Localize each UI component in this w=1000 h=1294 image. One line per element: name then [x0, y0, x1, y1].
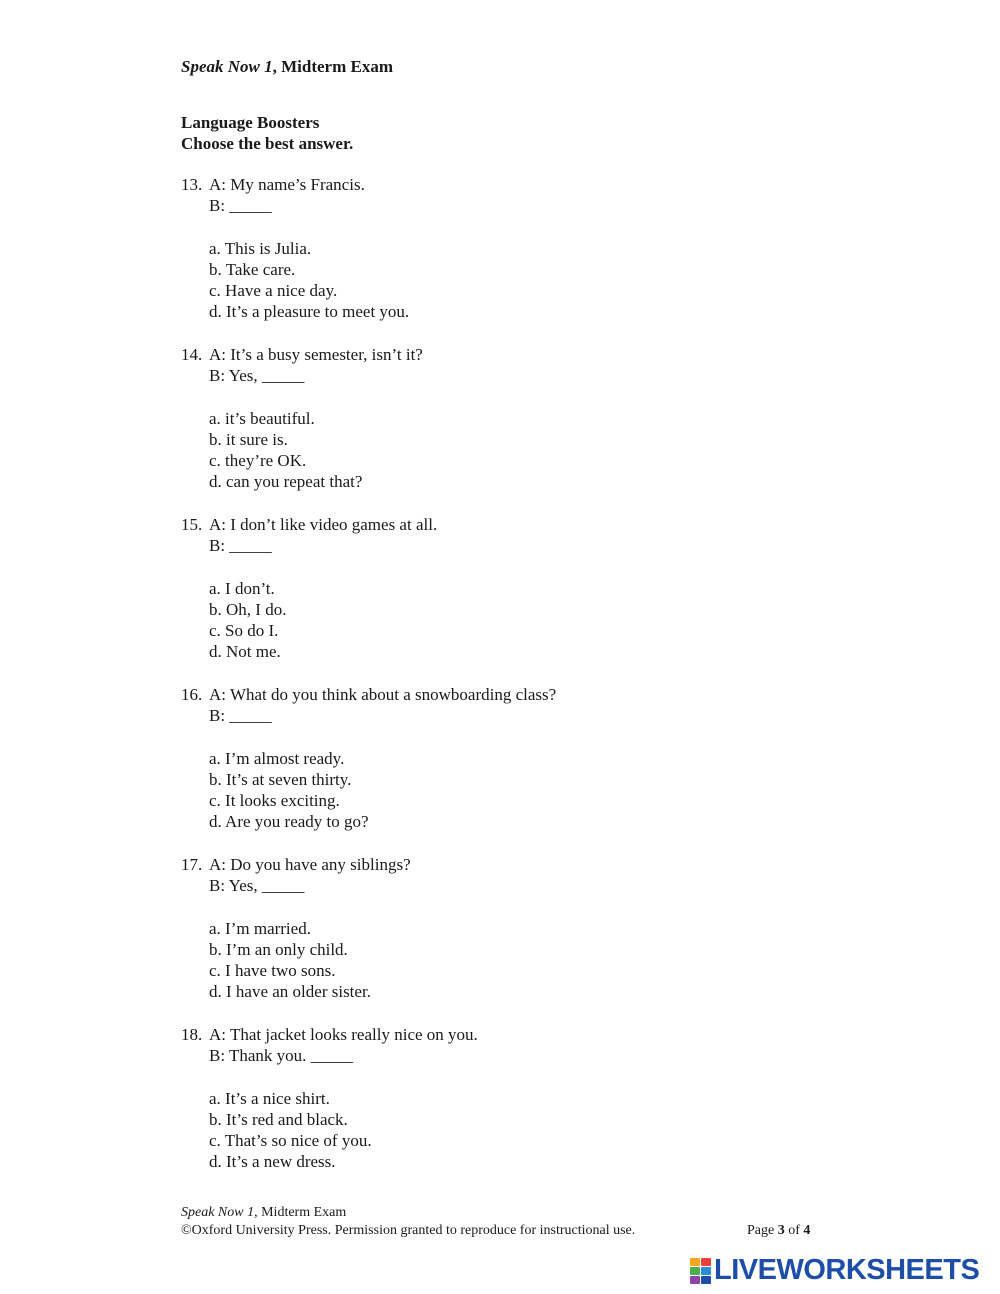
option-a[interactable]: a. I’m almost ready.	[209, 749, 345, 768]
question-number: 15.	[181, 515, 203, 534]
answer-blank[interactable]: B: _____	[209, 196, 272, 215]
page-indicator	[747, 1222, 810, 1240]
page-word: Page	[747, 1223, 775, 1238]
question-number: 16.	[181, 685, 203, 704]
answer-blank[interactable]: B: Yes, _____	[209, 366, 305, 385]
question-prompt: A: My name’s Francis.	[209, 175, 365, 194]
option-b[interactable]: b. I’m an only child.	[209, 940, 348, 959]
option-a[interactable]: a. it’s beautiful.	[209, 409, 315, 428]
question-prompt: A: It’s a busy semester, isn’t it?	[209, 345, 423, 364]
copyright-notice: ©Oxford University Press. Permission granted to reproduce for instructional use.	[181, 1223, 636, 1238]
option-c[interactable]: c. It looks exciting.	[209, 791, 340, 810]
option-a[interactable]: a. I’m married.	[209, 919, 311, 938]
header-exam-name: , Midterm Exam	[272, 57, 394, 76]
page-total: 4	[803, 1223, 811, 1238]
question-number: 14.	[181, 345, 203, 364]
exam-header	[181, 56, 393, 78]
answer-blank[interactable]: B: Thank you. _____	[209, 1046, 354, 1065]
option-b[interactable]: b. Oh, I do.	[209, 600, 287, 619]
question-prompt: A: I don’t like video games at all.	[209, 515, 438, 534]
page-footer	[181, 1204, 821, 1240]
logo-text: LIVEWORKSHEETS	[714, 1254, 980, 1286]
option-c[interactable]: c. That’s so nice of you.	[209, 1131, 372, 1150]
question-prompt: A: Do you have any siblings?	[209, 855, 411, 874]
option-d[interactable]: d. Not me.	[209, 642, 281, 661]
section-title: Language Boosters	[181, 113, 320, 132]
option-b[interactable]: b. It’s red and black.	[209, 1110, 348, 1129]
footer-title	[181, 1204, 821, 1222]
footer-book-title: Speak Now 1	[181, 1205, 255, 1220]
footer-copyright-row	[181, 1222, 821, 1240]
option-c[interactable]: c. So do I.	[209, 621, 279, 640]
option-a[interactable]: a. I don’t.	[209, 579, 275, 598]
option-b[interactable]: b. it sure is.	[209, 430, 288, 449]
question-number: 17.	[181, 855, 203, 874]
option-c[interactable]: c. I have two sons.	[209, 961, 336, 980]
answer-blank[interactable]: B: _____	[209, 706, 272, 725]
logo-blocks-icon	[690, 1258, 710, 1282]
liveworksheets-logo	[690, 1255, 979, 1285]
page-of: of	[788, 1223, 800, 1238]
question-prompt: A: That jacket looks really nice on you.	[209, 1025, 478, 1044]
option-b[interactable]: b. It’s at seven thirty.	[209, 770, 352, 789]
header-book-title: Speak Now 1	[181, 57, 273, 76]
option-a[interactable]: a. This is Julia.	[209, 239, 312, 258]
option-d[interactable]: d. It’s a new dress.	[209, 1152, 336, 1171]
question-number: 13.	[181, 175, 203, 194]
page-number: 3	[777, 1223, 785, 1238]
option-d[interactable]: d. can you repeat that?	[209, 472, 363, 491]
question-number: 18.	[181, 1025, 203, 1044]
option-a[interactable]: a. It’s a nice shirt.	[209, 1089, 330, 1108]
question-prompt: A: What do you think about a snowboarding class?	[209, 685, 557, 704]
footer-exam-name: , Midterm Exam	[254, 1205, 347, 1220]
section-instruction: Choose the best answer.	[181, 134, 354, 153]
option-d[interactable]: d. It’s a pleasure to meet you.	[209, 302, 410, 321]
option-c[interactable]: c. Have a nice day.	[209, 281, 338, 300]
section-heading	[181, 112, 353, 154]
answer-blank[interactable]: B: _____	[209, 536, 272, 555]
option-c[interactable]: c. they’re OK.	[209, 451, 307, 470]
option-d[interactable]: d. Are you ready to go?	[209, 812, 369, 831]
option-d[interactable]: d. I have an older sister.	[209, 982, 371, 1001]
answer-blank[interactable]: B: Yes, _____	[209, 876, 305, 895]
option-b[interactable]: b. Take care.	[209, 260, 296, 279]
